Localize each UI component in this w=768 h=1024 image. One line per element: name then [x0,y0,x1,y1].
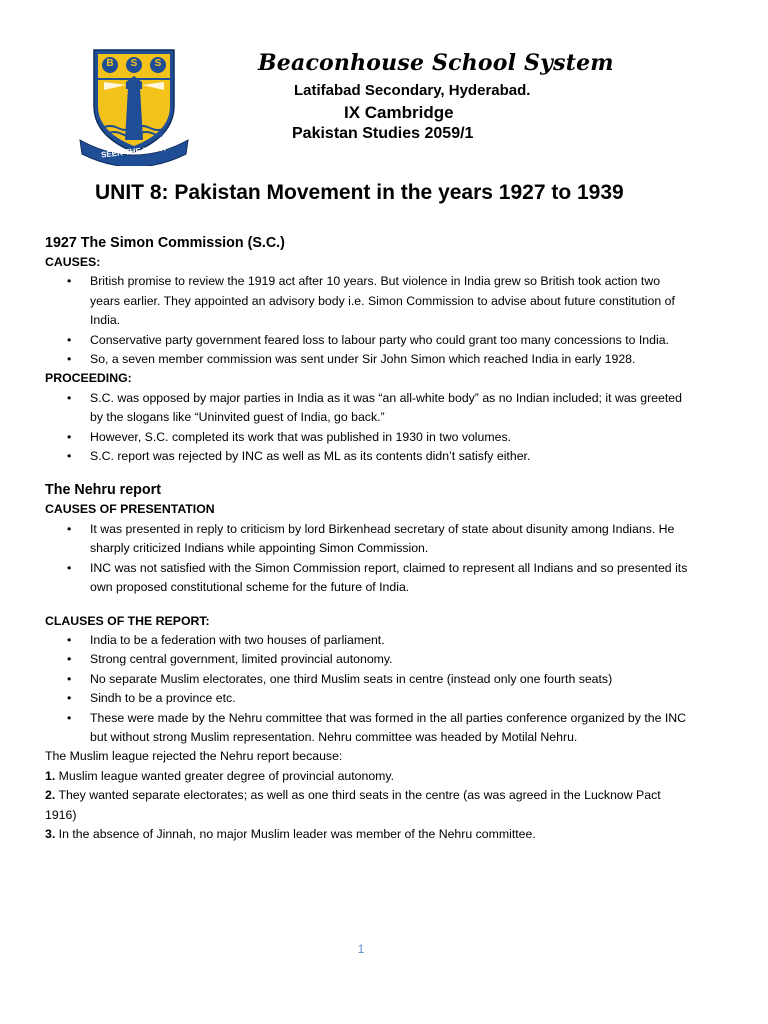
list-item: • S.C. report was rejected by INC as well as ML as its contents didn’t satisfy either. [45,447,690,466]
reason-item [45,767,690,786]
rejection-intro: The Muslim league rejected the Nehru report because: [45,749,343,764]
causes-label: CAUSES: [45,255,101,269]
list-item: • INC was not satisfied with the Simon Commission report, claimed to represent all Indians and so presented its own proposed constitutional scheme for the future of India. [45,559,690,598]
crest-text-layer [76,44,192,166]
causes-of-presentation-label: CAUSES OF PRESENTATION [45,502,215,517]
clauses-label: CLAUSES OF THE REPORT: [45,613,210,628]
nehru-report-heading: The Nehru report [45,482,161,499]
crest-motto: SEEK THE LIGHT [100,143,168,160]
reason-number: 1. [45,768,56,783]
list-item: • S.C. was opposed by major parties in India as it was “an all-white body” as no Indian included; it was greeted by the slogans like “Uninvited guest of India, go back.” [45,389,690,428]
document-body [45,233,690,844]
subject-label: Pakistan Studies 2059/1 [292,125,474,142]
list-item: • These were made by the Nehru committee that was formed in the all parties conference organized by the INC but without strong Muslim representation. Nehru committee was headed by Motilal Nehru. [45,709,690,748]
list-item: • Strong central government, limited provincial autonomy. [45,650,690,669]
list-item: • No separate Muslim electorates, one third Muslim seats in centre (instead only one fourth seats) [45,670,690,689]
list-item: • Conservative party government feared loss to labour party who could grant too many concessions to India. [45,331,690,350]
proceeding-list [45,389,690,467]
presentation-list [45,520,690,598]
reason-text: In the absence of Jinnah, no major Muslim leader was member of the Nehru committee. [55,826,536,841]
clauses-list [45,631,690,747]
causes-list [45,272,690,369]
simon-commission-heading: 1927 The Simon Commission (S.C.) [45,235,285,251]
list-item: • It was presented in reply to criticism by lord Birkenhead secretary of state about disunity among Indians. He sharply criticized Indians while appointing Simon Commission. [45,520,690,559]
list-item: • India to be a federation with two houses of parliament. [45,631,690,650]
list-item: • British promise to review the 1919 act after 10 years. But violence in India grew so British took action two years earlier. They appointed an advisory body i.e. Simon Commission to advise about future constitution of India. [45,272,690,330]
crest-letter-s1: S [130,58,138,69]
crest-letter-s2: S [154,58,162,69]
reason-item [45,786,690,825]
proceeding-label: PROCEEDING: [45,371,132,386]
reason-text: Muslim league wanted greater degree of provincial autonomy. [55,768,395,783]
school-name: Beaconhouse School System [258,50,614,76]
list-item: • So, a seven member commission was sent under Sir John Simon which reached India in early 1928. [45,350,690,369]
branch-name: Latifabad Secondary, Hyderabad. [294,82,531,99]
reason-number: 3. [45,826,56,841]
reason-item [45,825,690,844]
page-number: 1 [357,942,365,956]
grade-label: IX Cambridge [344,103,454,122]
reason-text: They wanted separate electorates; as well as one third seats in the centre (as was agreed in the Lucknow Pact 1916) [45,788,661,822]
list-item: • However, S.C. completed its work that was published in 1930 in two volumes. [45,428,690,447]
unit-title: UNIT 8: Pakistan Movement in the years 1927 to 1939 [95,181,624,204]
crest-letter-b: B [106,58,114,69]
list-item: • Sindh to be a province etc. [45,689,690,708]
reason-number: 2. [45,788,56,803]
